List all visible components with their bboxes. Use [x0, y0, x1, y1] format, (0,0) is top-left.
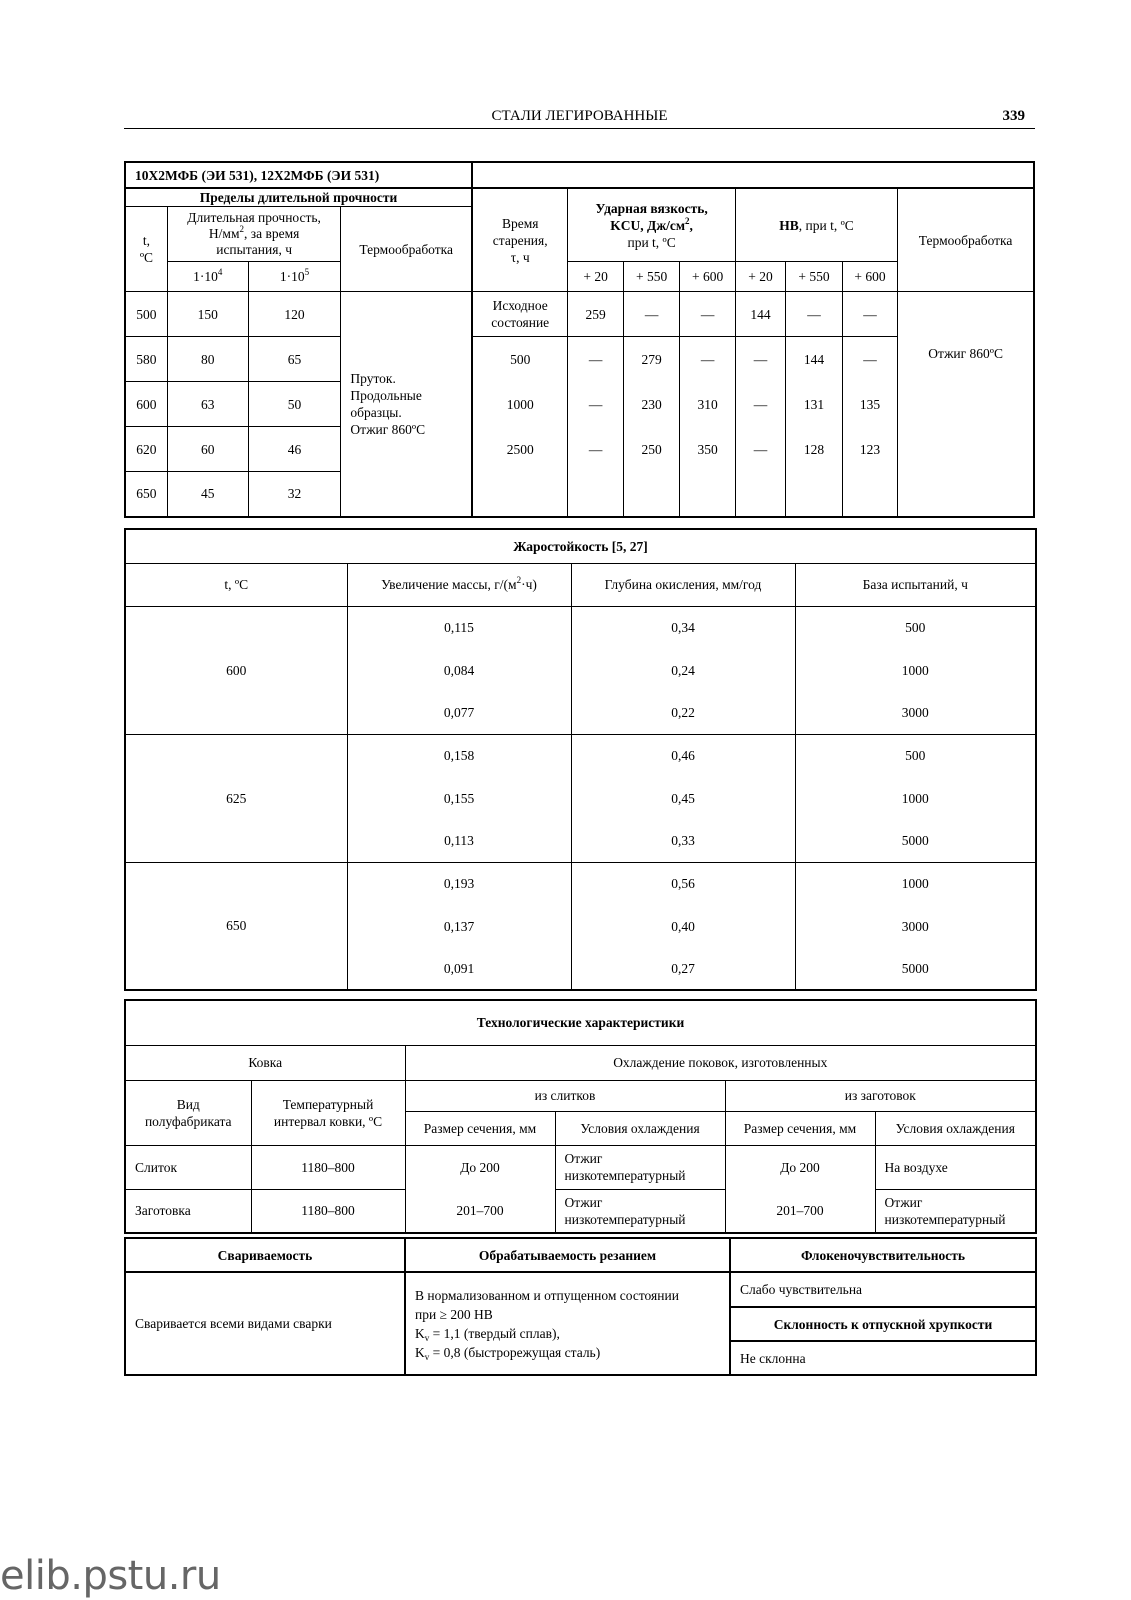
- table-row: [125, 734, 1036, 777]
- creep-t: 580: [125, 337, 167, 382]
- mass-value: 0,137: [347, 905, 571, 947]
- oxidation-t: 600: [125, 606, 347, 734]
- mass-value: 0,077: [347, 691, 571, 734]
- creep-t: 650: [125, 472, 167, 517]
- hb-value: —: [786, 292, 842, 337]
- aging-empty: [842, 472, 897, 517]
- cond-header: Условия охлаждения: [875, 1111, 1036, 1145]
- weld-title: Свариваемость: [125, 1238, 405, 1272]
- kcu-value: 250: [623, 427, 679, 472]
- aging-time: 1000: [472, 382, 568, 427]
- hb-value: 123: [842, 427, 897, 472]
- kind-value: Заготовка: [125, 1189, 251, 1233]
- size-header: Размер сечения, мм: [725, 1111, 875, 1145]
- table-row: [125, 427, 1034, 472]
- steel-name-row: [125, 162, 1034, 188]
- mass-value: 0,084: [347, 649, 571, 691]
- weld-value: Сваривается всеми видами сварки: [125, 1272, 405, 1375]
- cond-value: На воздухе: [875, 1145, 1036, 1189]
- temp-header: + 20: [568, 262, 623, 292]
- page-number: 339: [1002, 108, 1025, 124]
- temp-header: + 20: [735, 262, 785, 292]
- depth-value: 0,33: [571, 819, 795, 862]
- depth-value: 0,40: [571, 905, 795, 947]
- creep-1e4: 45: [167, 472, 248, 517]
- creep-1e4: 60: [167, 427, 248, 472]
- temper-value: Не склонна: [730, 1341, 1036, 1375]
- machinability-title: Обрабатываемость резанием: [405, 1238, 730, 1272]
- size-value: 201–700: [405, 1189, 555, 1233]
- kcu-value: 279: [623, 337, 679, 382]
- aging-treat-header: Термообработка: [898, 188, 1034, 292]
- kcu-value: —: [568, 427, 623, 472]
- cond-value: Отжиг низкотемпературный: [875, 1189, 1036, 1233]
- size-value: 201–700: [725, 1189, 875, 1233]
- mass-value: 0,091: [347, 947, 571, 990]
- base-value: 3000: [795, 905, 1036, 947]
- from-ingots-header: из слитков: [405, 1080, 725, 1111]
- hb-value: —: [735, 382, 785, 427]
- base-value: 3000: [795, 691, 1036, 734]
- oxidation-mass-header: Увеличение массы, $г/(м^2\cdot ч)$: [347, 563, 571, 606]
- depth-value: 0,34: [571, 606, 795, 649]
- oxidation-section-title: Жаростойкость [5, 27]: [125, 529, 1036, 563]
- table-row: [125, 1189, 1036, 1233]
- size-value: До 200: [725, 1145, 875, 1189]
- forging-header: Ковка: [125, 1045, 405, 1080]
- tech-section-title: Технологические характеристики: [125, 1000, 1036, 1045]
- depth-value: 0,24: [571, 649, 795, 691]
- kcu-value: 230: [623, 382, 679, 427]
- creep-1e5: 65: [248, 337, 341, 382]
- cond-header: Условия охлаждения: [555, 1111, 725, 1145]
- creep-1e5: 32: [248, 472, 341, 517]
- hb-value: 144: [735, 292, 785, 337]
- depth-value: 0,27: [571, 947, 795, 990]
- hb-value: 135: [842, 382, 897, 427]
- creep-1e4: 63: [167, 382, 248, 427]
- base-value: 1000: [795, 862, 1036, 905]
- table-row: [125, 1145, 1036, 1189]
- kcu-value: —: [623, 292, 679, 337]
- table-row: [125, 292, 1034, 337]
- creep-treat-value: Пруток. Продольные образцы. Отжиг 860ºС: [341, 292, 472, 517]
- base-value: 1000: [795, 777, 1036, 819]
- table-row: [125, 862, 1036, 905]
- aging-time: 500: [472, 337, 568, 382]
- table-row: [125, 382, 1034, 427]
- creep-1e4-header: $1\cdot 10^4$: [167, 262, 248, 292]
- running-title: СТАЛИ ЛЕГИРОВАННЫЕ: [491, 108, 668, 124]
- aging-empty: [735, 472, 785, 517]
- oxidation-depth-header: Глубина окисления, мм/год: [571, 563, 795, 606]
- mass-value: 0,113: [347, 819, 571, 862]
- temp-header: + 550: [623, 262, 679, 292]
- hb-value: —: [842, 292, 897, 337]
- creep-t: 620: [125, 427, 167, 472]
- aging-empty: [623, 472, 679, 517]
- aging-empty: [680, 472, 735, 517]
- properties-table: [124, 1237, 1037, 1376]
- page-header: [124, 106, 1035, 129]
- creep-1e5: 50: [248, 382, 341, 427]
- kcu-value: —: [568, 382, 623, 427]
- depth-value: 0,56: [571, 862, 795, 905]
- aging-time-header: Время старения, τ, ч: [472, 188, 568, 292]
- creep-section-title: Пределы длительной прочности: [125, 188, 472, 207]
- creep-t-header: t, ºС: [125, 207, 167, 292]
- aging-treat-value: Отжиг 860ºС: [898, 292, 1034, 517]
- kcu-header: Ударная вязкость, KCU, $Дж/см^2$, при t, ºС: [568, 188, 735, 262]
- mass-value: 0,115: [347, 606, 571, 649]
- oxidation-t: 625: [125, 734, 347, 862]
- aging-empty: [568, 472, 623, 517]
- kcu-value: —: [680, 337, 735, 382]
- range-value: 1180–800: [251, 1189, 405, 1233]
- creep-treat-header: Термообработка: [341, 207, 472, 292]
- table-row: [125, 606, 1036, 649]
- aging-time-initial: Исходное состояние: [472, 292, 568, 337]
- oxidation-table: [124, 528, 1037, 991]
- hb-value: 128: [786, 427, 842, 472]
- base-value: 5000: [795, 947, 1036, 990]
- watermark: elib.pstu.ru: [0, 1553, 221, 1599]
- range-value: 1180–800: [251, 1145, 405, 1189]
- base-value: 1000: [795, 649, 1036, 691]
- steel-name-empty: [472, 162, 1034, 188]
- depth-value: 0,22: [571, 691, 795, 734]
- kind-header: Вид полуфабриката: [125, 1080, 251, 1145]
- creep-1e4: 150: [167, 292, 248, 337]
- creep-1e5-header: $1\cdot 10^5$: [248, 262, 341, 292]
- creep-1e4: 80: [167, 337, 248, 382]
- table-row: [125, 472, 1034, 517]
- creep-aging-table: [124, 161, 1035, 518]
- hb-value: —: [735, 427, 785, 472]
- table-row: [125, 337, 1034, 382]
- kcu-value: —: [568, 337, 623, 382]
- aging-empty: [472, 472, 568, 517]
- oxidation-t: 650: [125, 862, 347, 990]
- creep-strength-header: Длительная прочность, $Н/мм^2$, за время испытания, ч: [167, 207, 341, 262]
- range-header: Температурный интервал ковки, ºС: [251, 1080, 405, 1145]
- kcu-value: 310: [680, 382, 735, 427]
- flake-title: Флокеночувствительность: [730, 1238, 1036, 1272]
- flake-value: Слабо чувствительна: [730, 1272, 1036, 1307]
- temp-header: + 600: [842, 262, 897, 292]
- cond-value: Отжиг низкотемпературный: [555, 1145, 725, 1189]
- machinability-value: В нормализованном и отпущенном состоянии при ≥ 200 НВ $K_v = 1,1$ (твердый сплав), $K_v = 0,8$ (быстрорежущая сталь): [405, 1272, 730, 1375]
- cooling-header: Охлаждение поковок, изготовленных: [405, 1045, 1036, 1080]
- oxidation-base-header: База испытаний, ч: [795, 563, 1036, 606]
- kcu-value: 259: [568, 292, 623, 337]
- kind-value: Слиток: [125, 1145, 251, 1189]
- creep-t: 500: [125, 292, 167, 337]
- hb-value: 131: [786, 382, 842, 427]
- depth-value: 0,45: [571, 777, 795, 819]
- tech-table: [124, 999, 1037, 1234]
- kcu-value: 350: [680, 427, 735, 472]
- hb-value: —: [842, 337, 897, 382]
- kcu-value: —: [680, 292, 735, 337]
- size-value: До 200: [405, 1145, 555, 1189]
- from-blanks-header: из заготовок: [725, 1080, 1036, 1111]
- temp-header: + 550: [786, 262, 842, 292]
- base-value: 500: [795, 734, 1036, 777]
- temper-title: Склонность к отпускной хрупкости: [730, 1307, 1036, 1341]
- mass-value: 0,158: [347, 734, 571, 777]
- mass-value: 0,155: [347, 777, 571, 819]
- base-value: 5000: [795, 819, 1036, 862]
- creep-t: 600: [125, 382, 167, 427]
- cond-value: Отжиг низкотемпературный: [555, 1189, 725, 1233]
- aging-time: 2500: [472, 427, 568, 472]
- creep-1e5: 120: [248, 292, 341, 337]
- size-header: Размер сечения, мм: [405, 1111, 555, 1145]
- depth-value: 0,46: [571, 734, 795, 777]
- hb-value: —: [735, 337, 785, 382]
- temp-header: + 600: [680, 262, 735, 292]
- creep-1e5: 46: [248, 427, 341, 472]
- aging-empty: [786, 472, 842, 517]
- base-value: 500: [795, 606, 1036, 649]
- steel-name: 10Х2МФБ (ЭИ 531), 12Х2МФБ (ЭИ 531): [125, 162, 472, 188]
- oxidation-t-header: t, ºС: [125, 563, 347, 606]
- hb-header: НВ, при t, ºС: [735, 188, 897, 262]
- hb-value: 144: [786, 337, 842, 382]
- mass-value: 0,193: [347, 862, 571, 905]
